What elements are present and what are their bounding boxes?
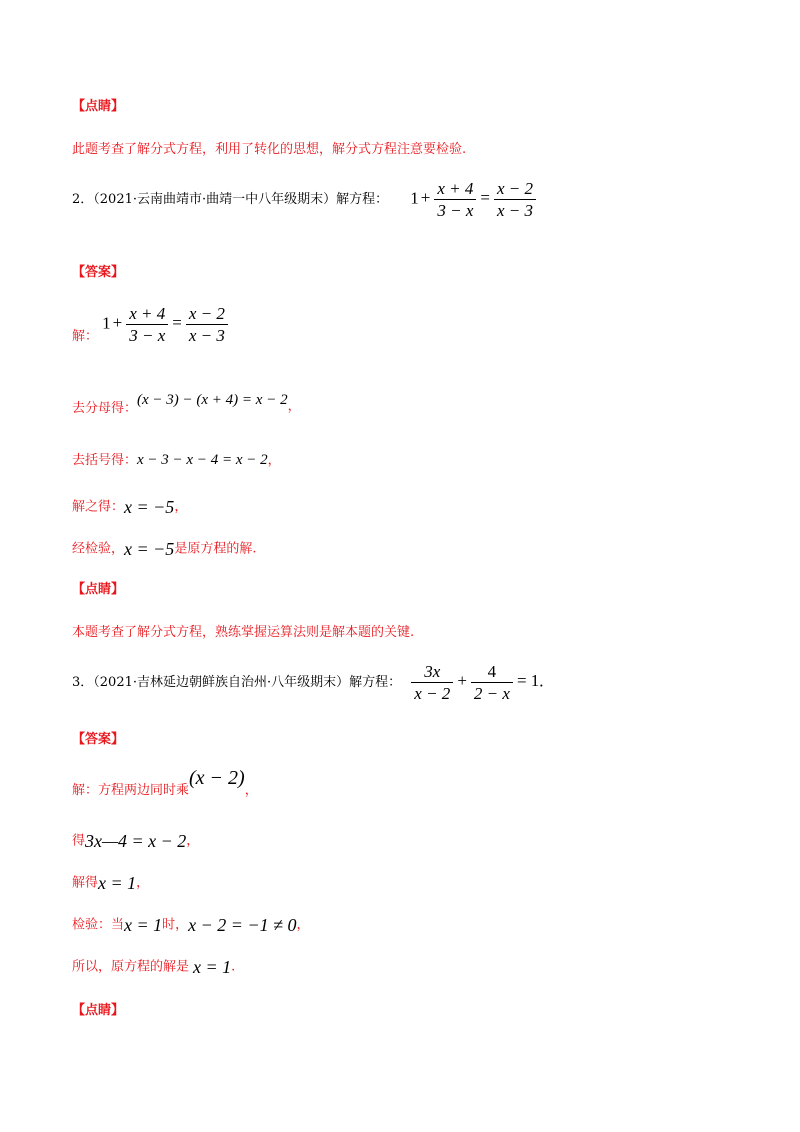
step-equation: (x − 3) − (x + 4) = x − 2 [137, 392, 288, 408]
eq-fraction-2 [186, 305, 228, 344]
line-equation: x = 1 [98, 873, 137, 893]
eq-equals: = [480, 188, 490, 208]
line-end: . [231, 959, 236, 975]
fraction-denominator: x − 3 [188, 326, 225, 345]
fraction-numerator: x − 2 [494, 180, 536, 200]
question-equation [409, 663, 543, 702]
eq-fraction-1 [434, 180, 476, 219]
line-label: 解得 [72, 875, 99, 891]
answer-label: 【答案】 [72, 265, 125, 280]
fraction-denominator: x − 3 [497, 201, 534, 220]
step-equation: x − 3 − x − 4 = x − 2 [137, 452, 268, 468]
dianjing-label: 【点睛】 [72, 582, 125, 597]
step-label: 经检验， [72, 541, 125, 557]
step-equation: x = −5 [124, 497, 175, 517]
line-end: ， [186, 833, 200, 849]
eq-fraction-2 [494, 180, 536, 219]
fraction-numerator: 4 [471, 663, 513, 683]
eq-fraction-2 [471, 663, 513, 702]
line-mid: 时， [162, 917, 189, 933]
answer-line-1 [72, 767, 258, 798]
line-end: ， [296, 917, 310, 933]
line-label: 检验：当 [72, 917, 125, 933]
line-end: ， [136, 875, 150, 891]
step-4 [72, 540, 256, 558]
step-end: 是原方程的解. [174, 541, 257, 557]
fraction-numerator: 3x [411, 663, 453, 683]
question-number: 2． [72, 192, 94, 207]
step-label: 去括号得： [72, 453, 138, 468]
step-2 [72, 453, 281, 468]
step-label: 去分母得： [72, 401, 138, 416]
question-source: （2021·云南曲靖市·曲靖一中八年级期末）解方程： [93, 192, 389, 207]
fraction-denominator: x − 2 [414, 684, 451, 703]
answer-line-jie [72, 305, 230, 344]
jie-label: 解： [72, 329, 99, 344]
eq-end: . [539, 671, 544, 691]
jie-equation [102, 305, 230, 344]
answer-line-2 [72, 832, 199, 850]
line-label: 得 [72, 833, 86, 849]
eq-rhs: = 1 [516, 671, 540, 691]
question-source: （2021·吉林延边朝鲜族自治州·八年级期末）解方程： [93, 675, 402, 690]
eq-plus: + [112, 313, 123, 333]
line-equation-1: x = 1 [124, 915, 163, 935]
step-end: ， [174, 499, 188, 515]
answer-line-5 [72, 958, 235, 976]
eq-equals: = [172, 313, 182, 333]
eq-plus: + [420, 188, 431, 208]
question-2 [72, 180, 538, 219]
fraction-denominator: 3 − x [129, 326, 166, 345]
dianjing-text: 本题考查了解分式方程，熟练掌握运算法则是解本题的关键. [72, 625, 415, 640]
answer-label: 【答案】 [72, 732, 125, 747]
fraction-numerator: x + 4 [126, 305, 168, 325]
line-label: 所以，原方程的解是 [72, 959, 190, 975]
step-3 [72, 498, 187, 516]
fraction-denominator: 3 − x [437, 201, 474, 220]
eq-fraction-1 [411, 663, 453, 702]
answer-line-4 [72, 916, 310, 934]
eq-one: 1 [102, 313, 111, 333]
fraction-numerator: x + 4 [434, 180, 476, 200]
answer-line-3 [72, 874, 149, 892]
line-equation: x = 1 [193, 957, 232, 977]
step-end: ， [267, 453, 281, 468]
step-label: 解之得： [72, 499, 125, 515]
fraction-numerator: x − 2 [186, 305, 228, 325]
eq-plus: + [457, 671, 467, 691]
dianjing-label: 【点睛】 [72, 1003, 125, 1018]
eq-one: 1 [410, 188, 419, 208]
step-end: ， [287, 399, 301, 414]
eq-fraction-1 [126, 305, 168, 344]
line-equation: 3x—4 = x − 2 [85, 831, 187, 851]
dianjing-text: 此题考查了解分式方程，利用了转化的思想，解分式方程注意要检验. [72, 142, 467, 157]
line-label: 解：方程两边同时乘 [72, 782, 190, 798]
line-end: ， [244, 782, 258, 798]
line-equation: (x − 2) [189, 767, 245, 789]
line-equation-2: x − 2 = −1 ≠ 0 [188, 915, 297, 935]
question-3 [72, 663, 544, 702]
step-1 [72, 392, 301, 416]
step-equation: x = −5 [124, 539, 175, 559]
question-number: 3． [72, 675, 94, 690]
dianjing-label: 【点睛】 [72, 99, 125, 114]
fraction-denominator: 2 − x [473, 684, 510, 703]
question-equation [410, 180, 538, 219]
